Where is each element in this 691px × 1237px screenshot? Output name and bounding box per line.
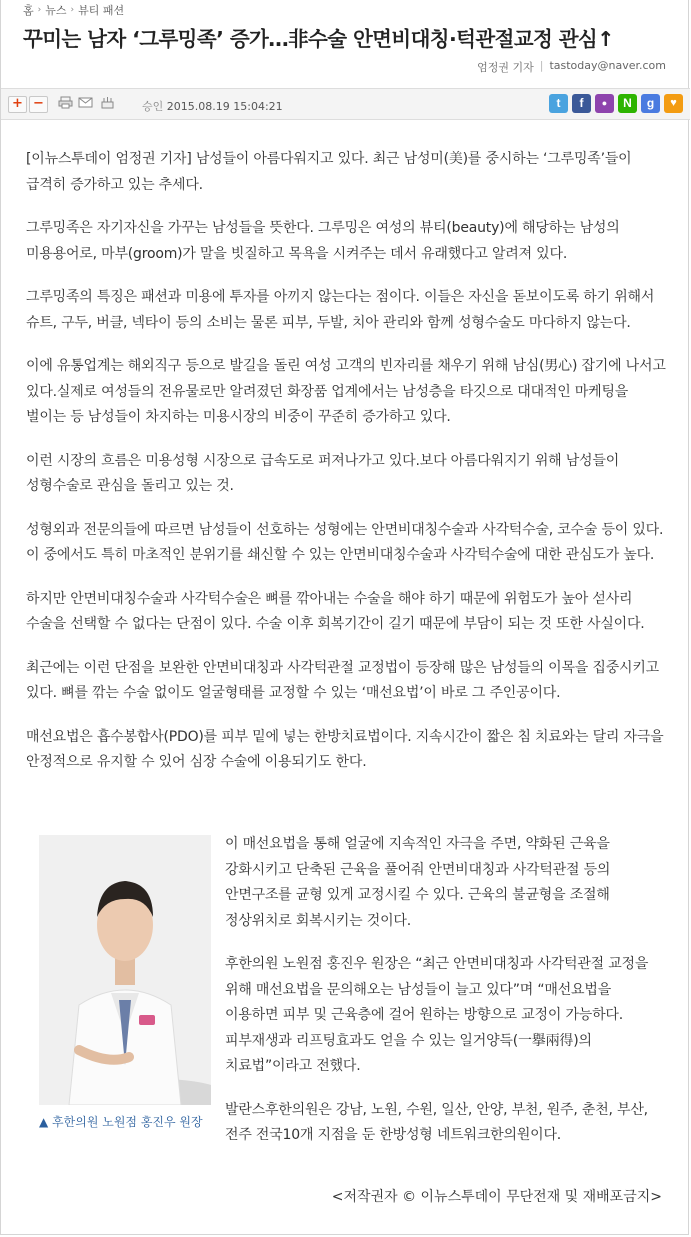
- author-email[interactable]: tastoday@naver.com: [549, 59, 666, 72]
- email-icon[interactable]: [77, 96, 94, 111]
- copyright-notice: <저작권자 © 이뉴스투데이 무단전재 및 재배포금지>: [331, 1189, 662, 1205]
- breadcrumb: [23, 2, 124, 18]
- article-paragraph: 이런 시장의 흐름은 미용성형 시장으로 급속도로 퍼져나가고 있다.보다 아름다워지기 위해 남성들이 성형수술로 관심을 돌리고 있는 것.: [26, 452, 620, 494]
- article-paragraph: 이 매선요법을 통해 얼굴에 지속적인 자극을 주면, 약화된 근육을 강화시키고 단축된 근육을 풀어줘 안면비대칭과 사각턱관절 등의 안면구조를 균형 있게 교정시킬 수 있다. 근육의 불균형을 조절해 정상위치로 회복시키는 것이다.: [225, 836, 611, 929]
- me2day-icon[interactable]: ●: [595, 94, 614, 113]
- font-increase-button[interactable]: +: [8, 96, 27, 113]
- breadcrumb-section[interactable]: 뷰티 패션: [78, 4, 125, 17]
- article-photo-block: [39, 835, 211, 1130]
- article-body: [26, 147, 666, 794]
- article-paragraph: 매선요법은 흡수봉합사(PDO)를 피부 밑에 넣는 한방치료법이다. 지속시간이 짧은 침 치료와는 달리 자극을 안정적으로 유지할 수 있어 심장 수술에 이용되기도 한다.: [26, 728, 664, 770]
- twitter-icon[interactable]: t: [549, 94, 568, 113]
- author-name: 엄정권 기자: [477, 61, 534, 74]
- breadcrumb-news[interactable]: 뉴스: [45, 4, 67, 17]
- article-paragraph: 후한의원 노원점 홍진우 원장은 “최근 안면비대칭과 사각턱관절 교정을 위해 매선요법을 문의해오는 남성들이 늘고 있다”며 “매선요법을 이용하면 피부 및 근육층에 걸어 원하는 방향으로 교정이 가능하다. 피부재생과 리프팅효과도 얻을 수 있는 일거양득(一擧兩得)의 치료법”이라고 전했다.: [225, 956, 649, 1074]
- article-paragraph: 하지만 안면비대칭수술과 사각턱수술은 뼈를 깎아내는 수술을 해야 하기 때문에 위험도가 높아 섣사리 수술을 선택할 수 없다는 단점이 있다. 수술 이후 회복기간이 길기 때문에 부담이 되는 것 또한 사실이다.: [26, 590, 645, 632]
- byline: [477, 59, 666, 75]
- article-paragraph: 발란스후한의원은 강남, 노원, 수원, 일산, 안양, 부천, 원주, 춘천, 부산, 전주 전국10개 지점을 둔 한방성형 네트워크한의원이다.: [225, 1101, 648, 1143]
- article-paragraph: 성형외과 전문의들에 따르면 남성들이 선호하는 성형에는 안면비대칭수술과 사각턱수술, 코수술 등이 있다. 이 중에서도 특히 마초적인 분위기를 쇄신할 수 있는 안면비대칭수술과 사각턱수술에 대한 관심도가 높다.: [26, 521, 664, 563]
- naver-icon[interactable]: N: [618, 94, 637, 113]
- article-paragraph: [이뉴스투데이 엄정권 기자] 남성들이 아름다워지고 있다. 최근 남성미(美)를 중시하는 ‘그루밍족’들이 급격히 증가하고 있는 추세다.: [26, 151, 632, 193]
- divider: |: [539, 59, 544, 72]
- publish-datetime: 2015.08.19 15:04:21: [166, 100, 283, 113]
- breadcrumb-home[interactable]: 홈: [23, 4, 34, 17]
- article-paragraph: 최근에는 이런 단점을 보완한 안면비대칭과 사각턱관절 교정법이 등장해 많은 남성들의 이목을 집중시키고 있다. 뼈를 깎는 수술 없이도 얼굴형태를 교정할 수 있는 ‘매선요법’이 바로 그 주인공이다.: [26, 659, 660, 701]
- article-headline: 꾸미는 남자 ‘그루밍족’ 증가…非수술 안면비대칭·턱관절교정 관심↑: [23, 27, 614, 51]
- google-icon[interactable]: g: [641, 94, 660, 113]
- font-decrease-button[interactable]: −: [29, 96, 48, 113]
- scrap-icon[interactable]: [99, 96, 116, 111]
- facebook-icon[interactable]: f: [572, 94, 591, 113]
- article-side-text: [225, 832, 665, 1167]
- chevron-right-icon: ›: [37, 5, 42, 15]
- publish-date: [142, 98, 283, 114]
- article-paragraph: 이에 유통업계는 해외직구 등으로 발길을 돌린 여성 고객의 빈자리를 채우기 위해 남심(男心) 잡기에 나서고 있다.실제로 여성들의 전유물로만 알려졌던 화장품 업계에서는 남성층을 타깃으로 대대적인 마케팅을 벌이는 등 남성들이 차지하는 미용시장의 비중이 꾸준히 증가하고 있다.: [26, 358, 666, 425]
- print-icon[interactable]: [57, 96, 74, 111]
- yozm-icon[interactable]: ♥: [664, 94, 683, 113]
- photo-caption: ▲ 후한의원 노원점 홍진우 원장: [39, 1115, 203, 1129]
- article-paragraph: 그루밍족의 특징은 패션과 미용에 투자를 아끼지 않는다는 점이다. 이들은 자신을 돋보이도록 하기 위해서 슈트, 구두, 버클, 넥타이 등의 소비는 물론 피부, 두발, 치아 관리와 함께 성형수술도 마다하지 않는다.: [26, 289, 655, 331]
- doctor-photo: [39, 835, 211, 1105]
- article-paragraph: 그루밍족은 자기자신을 가꾸는 남성들을 뜻한다. 그루밍은 여성의 뷰티(beauty)에 해당하는 남성의 미용용어로, 마부(groom)가 말을 빗질하고 목욕을 시켜주는 데서 유래했다고 알려져 있다.: [26, 220, 620, 262]
- publish-label: 승인: [142, 100, 164, 113]
- chevron-right-icon: ›: [70, 5, 75, 15]
- article-toolbar: [1, 88, 690, 120]
